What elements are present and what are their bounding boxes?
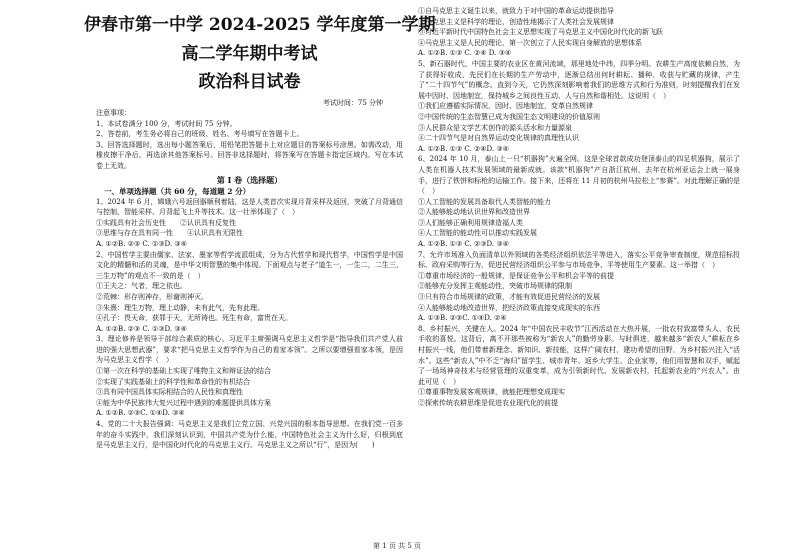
question-3-answers: A. ①②B. ②③C. ①④D. ③④ [96, 409, 185, 418]
school-title: 伊春市第一中学 2024-2025 学年度第一学期 [84, 15, 436, 35]
question-6-option: ②人能够能动地认识世界和改造世界 [418, 208, 530, 217]
question-1-answers: A. ①②B. ②③ C. ①③D. ③④ [96, 239, 187, 248]
question-2-option: ④孔子：畏天命，获罪于天，无所祷也。死生有命，富贵在天。 [96, 314, 292, 323]
question-5-option: ④二十四节气是对自然界运动变化规律的真理性认识 [418, 134, 579, 143]
question-5-option: ①我们应遵循实际情况，因时、因地制宜，变革自然规律 [418, 102, 593, 111]
question-7-option: ①尊重市场经济的一般规律，是保证竞争公平和机会平等的前提 [418, 271, 614, 280]
notice-title: 注意事项： [96, 109, 131, 117]
question-3-option: ③具有同中国具体实际相结合的人民性和真理性 [96, 388, 243, 397]
question-4-option: ③习近平新时代中国特色社会主义思想实现了马克思主义中国化时代化的新飞跃 [418, 28, 663, 37]
question-2-option: ①王夫之：气者，理之依也。 [96, 282, 187, 291]
right-column [418, 6, 740, 409]
page-number: 第 1 页 共 5 页 [372, 542, 422, 550]
question-5-answers: A. ①②B. ①③ C. ②④D. ③④ [418, 144, 509, 153]
question-1-option-row: ③思维与存在具有同一性 ④认识具有无限性 [96, 229, 243, 238]
left-column [84, 6, 436, 451]
question-6-answers: A. ①②B. ①③ C. ②③D. ③④ [418, 240, 509, 249]
question-5-stem: 5、新石器时代，中国主要的农业区在黄河流域，那里地处中纬，四季分明。农耕生产高度依赖自然，为了获得好收成，先民们在长期的生产劳动中，逐渐总结出何时耕耘、播种、收获与贮藏的规律，产生了“二十四节气”的概念。直到今天，它仍然深刻影响着我们的思维方式和行为准则，时刻提醒我们在发展中因时、因地制宜，保持城乡之间良性互动、人与自然和谐相处。这说明（ ） [418, 59, 740, 100]
question-6-option: ①人工智能的发展具备取代人类智能的能力 [418, 197, 551, 206]
question-6-option: ③人们能够正确利用规律造福人类 [418, 218, 523, 227]
question-5-option: ②中国传统的生态智慧已成为我国生态文明建设的价值原则 [418, 112, 600, 121]
subject-title: 政治科目试卷 [198, 72, 301, 92]
question-2-option: ③朱熹：理生万物，理上动静，未有此气，先有此理。 [96, 303, 264, 312]
notice-item-2: 2、答卷前，考生务必将自己的班级、姓名、考号填写在答题卡上。 [96, 130, 304, 139]
question-3-option: ①第一次在科学的基础上实现了唯物主义和辩证法的结合 [96, 367, 271, 376]
question-3-stem: 3、理论修养是领导干部综合素质的核心。习近平主席强调马克思主义哲学是“指导我们共产党人前进的强大思想武器”，要求“把马克思主义哲学作为自己的看家本领”。之所以要增强看家本领，是因为马克思主义哲学（ ） [96, 335, 403, 365]
question-3-option: ④能为中华民族伟大复兴过程中遇到的难题提供具体方案 [96, 398, 271, 407]
question-7-stem: 7、允许市场准入负面清单以外领域的各类经济组织依法平等进入，落实公平竞争审查制度，规范招标投标、政府采购等行为，促进民营经济组织公平参与市场竞争、平等使用生产要素。这一举措（ ） [418, 250, 740, 270]
question-6-stem: 6、2024 年 10 月，泰山上一只“机器狗”火遍全网。这是全球首款成功登顶泰山的四足机器狗，展示了人类在机器人技术发展领域的最新成就。该款“机器狗”产自浙江杭州，去年在杭州亚运会上就一展身手，进行了铁饼和标枪的运输工作。接下来，还将在 11 月初的杭州马拉松上“参赛”。对此理解正确的是（ ） [418, 155, 740, 196]
question-4-stem: 4、党的二十大报告强调：马克思主义是我们立党立国、兴党兴国的根本指导思想。在我们党一百多年的奋斗实践中，我们深刻认识到，中国共产党为什么能，中国特色社会主义为什么好，归根到底是马克思主义行，是中国化时代化的马克思主义行。马克思主义之所以“行”，是因为( ) [96, 420, 403, 450]
question-7-option: ③只有符合市场规律的政策，才能有效促进民营经济的发展 [418, 293, 600, 302]
question-5-option: ③人民群众是文学艺术创作的源头活水和力量源泉 [418, 123, 572, 132]
question-2-answers: A. ①②B. ②③ C. ①③D. ③④ [96, 324, 187, 333]
notice-item-3: 3、回答选择题时，选出每小题答案后，用铅笔把答题卡上对应题目的答案标号涂黑。如需改动，用橡皮擦干净后，再选涂其他答案标号。回答非选择题时，将答案写在答题卡指定区域内。写在本试卷上无效。 [96, 140, 403, 170]
question-2-option: ②荒棘：形存则神存，形谢则神灭。 [96, 292, 208, 301]
section-subtitle: 一、单项选择题（共 60 分，每道题 2 分） [104, 186, 251, 196]
question-7-option: ④人能够能动地改造世界，把经济政策直接变成现实的东西 [418, 303, 600, 312]
question-7-answers: A. ①③B. ②③C. ①④D. ②④ [418, 314, 507, 323]
question-4-answers: A. ①②B. ①③ C. ②④ D. ③④ [418, 49, 512, 58]
question-4-option: ④马克思主义是人民的理论，第一次创立了人民实现自身解放的思想体系 [418, 38, 642, 47]
exam-time: 考试时间：75 分钟 [322, 99, 383, 107]
exam-title: 高二学年期中考试 [181, 44, 318, 64]
question-4-option: ①自马克思主义诞生以来，就致力于对中国的革命运动提供指导 [418, 7, 614, 15]
question-7-option: ②能够充分发挥主观能动性，突破市场规律的限制 [418, 282, 572, 291]
question-8-option: ①尊重事物发展客观规律，就能把理想变成现实 [418, 388, 565, 397]
question-1-stem: 1、2024 年 6 月，嫦娥六号返回器顺利着陆，这是人类首次实现月背采样及返回，突破了月背通信与控制、智能采样、月背起飞上升等技术。这一壮举体现了（ ） [96, 197, 403, 217]
question-8-stem: 8、乡村振兴，关键在人。2024 年“中国农民丰收节”江西活动在大热开展，一批农村致富带头人、农民手收的喜悦。这背后，离不开那些被称为“新农人”的勤劳身影。与时俱进，越来越多“新农人”耕耘在乡村振兴一线，他们带着新理念、新知识、新技能，这样广阔农村，建功希望的田野，为乡村振兴注入“活水”。这些“新农人”中不乏“海归”留学生、城市青年、返乡大学生、企业家等，他们用智慧和双手，赋起了一场场神奇技术与经营管理的双重变革，成为引领新时代、发展新农村，托起新农业的“兴农人”。由此可见（ ） [418, 324, 740, 386]
question-3-option: ②实现了实践基础上的科学性和革命性的有机结合 [96, 377, 250, 386]
notice-item-1: 1、本试卷满分 100 分，考试时间 75 分钟。 [96, 119, 237, 128]
question-1-option-row: ①实践具有社会历史性 ②认识具有反复性 [96, 218, 236, 227]
question-2-stem: 2、中国哲学主要由儒家、法家、墨家等哲学流派组成，分为古代哲学和现代哲学，中国哲学是中国文化的精髓和活的灵魂，是中华文明智慧的集中体现。下面观点与老子“道生一，一生二，二生三，三生万物”的观点不一致的是（ ） [96, 250, 403, 280]
question-8-option: ②探索传统农耕思维是促进农业现代化的前提 [418, 398, 558, 407]
question-4-option: ②马克思主义是科学的理论，创造性地揭示了人类社会发展规律 [418, 17, 614, 26]
section-title: 第 I 卷（选择题） [216, 174, 283, 185]
question-6-option: ④人工智能的能动性可以推动实践发展 [418, 229, 537, 238]
